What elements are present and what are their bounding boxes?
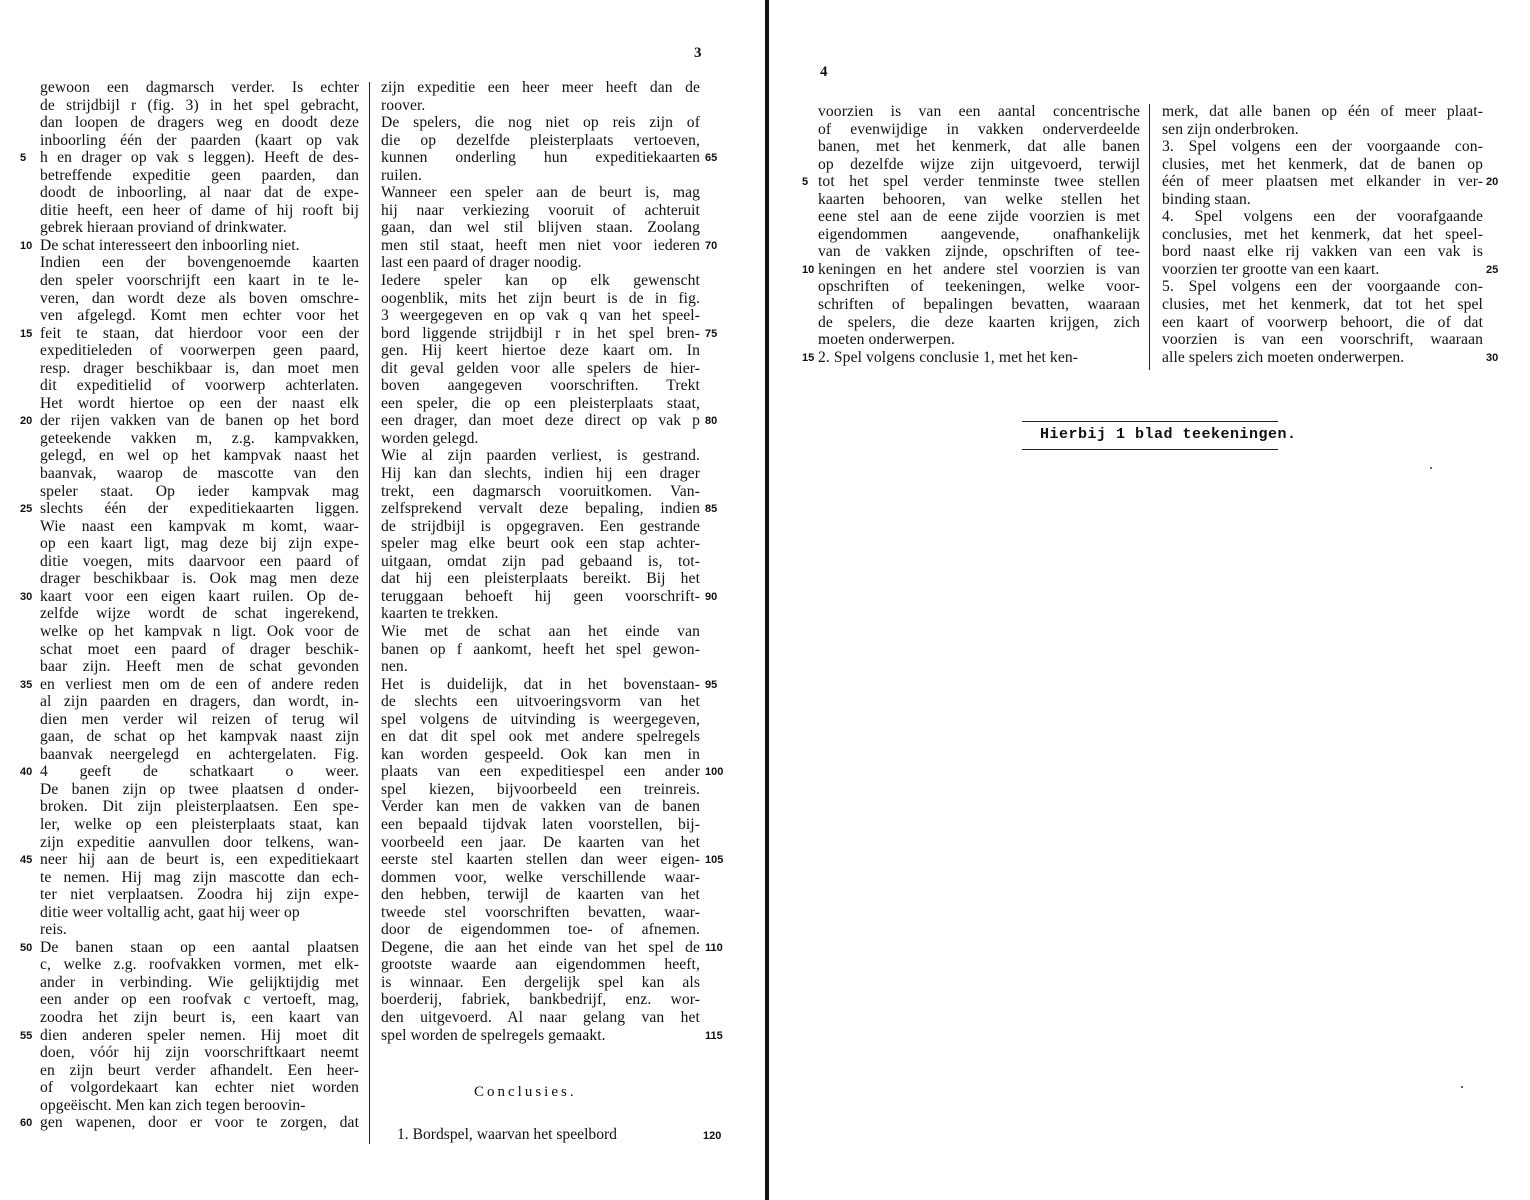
text-line: Hij kan dan slechts, indien hij een drager [381,465,700,483]
text-line: banen op f aankomt, heeft het spel gewon- [381,640,700,658]
text-line: doen, vóór hij zijn voorschriftkaart neemt [40,1044,359,1062]
line-number: 5 [20,152,27,165]
text-line: kaart voor een eigen kaart ruilen. Op de- [40,587,359,605]
text-line: nen. [381,658,408,676]
text-line: tot het spel verder tenminste twee stellen [818,173,1140,191]
text-line: eene stel aan de eene zijde voorzien is met [818,208,1140,226]
text-line: bord naast elke rij vakken van een vak is [1162,243,1483,261]
text-line: worden gelegd. [381,429,479,447]
text-line: speler staat. Op ieder kampvak mag [40,482,359,500]
text-line: den speler voorschrijft een kaart in te le- [40,272,359,290]
text-line: een bepaald tijdvak laten voorstellen, bij- [381,815,700,833]
text-line: h en drager op vak s leggen). Heeft de des- [40,149,359,167]
text-line: en verliest men om de een of andere reden [40,675,359,693]
text-line: dien anderen speler nemen. Hij moet dit [40,1026,359,1044]
text-line: ter niet verplaatsen. Zoodra hij zijn expe- [40,886,359,904]
line-number: 115 [705,1029,723,1042]
text-line: Het wordt hiertoe op een der naast elk [40,394,359,412]
text-line: spel volgens de uitvinding is weergegeven, [381,710,700,728]
text-line: resp. drager beschikbaar is, dan moet men [40,359,359,377]
text-line: zijn expeditie aanvullen door telkens, wan- [40,833,359,851]
line-number: 55 [20,1029,33,1042]
text-line: schat moet een paard of drager beschik- [40,640,359,658]
text-line: reis. [40,921,67,939]
text-line: De schat interesseert den inboorling niet. [40,236,300,254]
line-number: 75 [705,327,718,340]
text-line: boerderij, fabriek, bankbedrijf, enz. wor- [381,991,700,1009]
text-line: dan loopen de dragers weg en doodt deze [40,114,359,132]
text-line: gelegd, en wel op het kampvak naast het [40,447,359,465]
text-line: De banen zijn op twee plaatsen d onder- [40,780,359,798]
line-number: 30 [20,590,33,603]
text-line: sen zijn onderbroken. [1162,120,1299,138]
text-line: kaarten behooren, van welke stellen het [818,190,1140,208]
text-line: alle spelers zich moeten onderwerpen. [1162,348,1405,366]
page-number: 3 [694,45,702,61]
text-line: den hebben, terwijl de kaarten van het [381,886,700,904]
text-line: dit geval gelden voor alle spelers de hier- [381,359,700,377]
text-line: last een paard of drager noodig. [381,254,582,272]
column-rule [1149,104,1150,370]
line-number: 45 [20,854,33,867]
line-number: 40 [20,766,33,779]
text-line: Verder kan men de vakken van de banen [381,798,700,816]
text-line: plaats van een expeditiespel een ander [381,763,700,781]
line-number: 85 [705,503,718,516]
text-line: of volgordekaart kan echter niet worden [40,1079,359,1097]
line-number: 65 [705,152,718,165]
text-line: schriften of bepalingen bevatten, waaraan [818,296,1140,314]
text-line: is winnaar. Een dergelijk spel kan als [381,973,700,991]
text-line: één of meer plaatsen met elkander in ver- [1162,173,1483,191]
text-line: oogenblik, mits het zijn beurt is de in fig. [381,289,700,307]
text-line: of evenwijdige in vakken onderverdeelde [818,120,1140,138]
line-number: 10 [20,239,33,252]
text-line: 3 weergegeven en op vak q van het speel- [381,307,700,325]
text-line: gaan, dan wel stil blijven staan. Zoolang [381,219,700,237]
text-line: feit te staan, dat hierdoor voor een der [40,324,359,342]
line-number: 110 [705,941,723,954]
text-line: opschriften of teekeningen, welke voor- [818,278,1140,296]
line-number: 50 [20,941,33,954]
text-line: gewoon een dagmarsch verder. Is echter [40,79,359,96]
text-line: en dat dit spel ook met andere spelregels [381,728,700,746]
text-line: trekt, een dagmarsch vooruitkomen. Van- [381,482,700,500]
text-line: clusies, met het kenmerk, dat tot het spel [1162,296,1483,314]
text-line: Iedere speler kan op elk gewenscht [381,272,700,290]
line-number: 15 [802,351,815,364]
text-line: dat hij een pleisterplaats bereikt. Bij het [381,570,700,588]
text-line: 5. Spel volgens een der voorgaande con- [1162,278,1483,296]
text-line: broken. Dit zijn pleisterplaatsen. Een spe- [40,798,359,816]
text-line: te nemen. Hij mag zijn mascotte dan ech- [40,868,359,886]
text-line: binding staan. [1162,190,1251,208]
text-line: ditie heeft, een heer of dame of hij rooft bij [40,201,359,219]
text-line: geteekende vakken m, z.g. kampvakken, [40,429,359,447]
text-line: 2. Spel volgens conclusie 1, met het ken- [818,348,1079,366]
text-line: slechts één der expeditiekaarten liggen. [40,500,359,518]
line-number: 5 [802,176,809,189]
text-line: den uitgevoerd. Al naar gelang van het [381,1008,700,1026]
drawing-note-rule-top [1022,421,1278,422]
text-line: doodt de inboorling, al naar dat de expe- [40,184,359,202]
text-line: welke op het kampvak n ligt. Ook voor de [40,622,359,640]
line-number: 90 [705,590,718,603]
text-line: Het is duidelijk, dat in het bovenstaan- [381,675,700,693]
text-line: tweede stel voorschriften bevatten, waar- [381,903,700,921]
text-line: moeten onderwerpen. [818,331,955,349]
text-line: ven afgelegd. Komt men echter voor het [40,307,359,325]
text-line: neer hij aan de beurt is, een expeditiekaart [40,851,359,869]
text-line: Wie met de schat aan het einde van [381,622,700,640]
text-line: voorzien ter grootte van een kaart. [1162,260,1380,278]
text-line: ler, welke op een pleisterplaats staat, kan [40,815,359,833]
text-line: Wie al zijn paarden verliest, is gestrand. [381,447,700,465]
text-line: De banen staan op een aantal plaatsen [40,938,359,956]
line-number: 35 [20,678,33,691]
text-line: 4. Spel volgens een der voorafgaande [1162,208,1483,226]
drawing-note: Hierbij 1 blad teekeningen. [1040,426,1297,443]
line-number: 25 [1486,263,1499,276]
text-line: op dezelfde wijze zijn uitgevoerd, terwijl [818,155,1140,173]
conclusions-heading: Conclusies. [474,1084,577,1100]
text-line: zoodra het zijn beurt is, een kaart van [40,1008,359,1026]
text-line: dien men verder wil reizen of terug wil [40,710,359,728]
speck [1430,467,1432,469]
right-text-column-2 [1162,103,1483,366]
text-line: Wie naast een kampvak m komt, waar- [40,517,359,535]
line-number: 80 [705,415,718,428]
text-line: Wanneer een speler aan de beurt is, mag [381,184,700,202]
text-line: De spelers, die nog niet op reis zijn of [381,114,700,132]
column-rule [369,82,370,1144]
text-line: der rijen vakken van de banen op het bord [40,412,359,430]
text-line: de strijdbijl is opgegraven. Een gestrande [381,517,700,535]
text-line: en zijn beurt verder afhandelt. Een heer- [40,1061,359,1079]
text-line: boven aangegeven voorschriften. Trekt [381,377,700,395]
line-number: 10 [802,263,815,276]
text-line: door de eigendommen toe- of afnemen. [381,921,700,939]
text-line: Indien een der bovengenoemde kaarten [40,254,359,272]
text-line: uitgaan, omdat zijn pad gebaand is, tot- [381,552,700,570]
text-line: clusies, met het kenmerk, dat de banen op [1162,155,1483,173]
text-line: teruggaan behoeft hij geen voorschrift- [381,587,700,605]
text-line: 3. Spel volgens een der voorgaande con- [1162,138,1483,156]
line-number: 70 [705,239,718,252]
text-line: Degene, die aan het einde van het spel de [381,938,700,956]
text-line: gen. Hij keert hiertoe deze kaart om. In [381,342,700,360]
right-page [769,0,1530,1200]
text-line: ditie voegen, mits daarvoor een paard of [40,552,359,570]
drawing-note-rule-bottom [1022,449,1278,450]
text-line: voorzien is van een aantal concentrische [818,103,1140,120]
text-line: een ander op een roofvak c vertoeft, mag, [40,991,359,1009]
line-number: 25 [20,503,33,516]
text-line: kaarten te trekken. [381,605,499,623]
text-line: een kaart of voorwerp behoort, die of dat [1162,313,1483,331]
text-line: hij naar verkiezing vooruit of achteruit [381,201,700,219]
line-number: 95 [705,678,718,691]
text-line: een drager, dan moet deze direct op vak p [381,412,700,430]
text-line: zijn expeditie een heer meer heeft dan de [381,79,700,96]
text-line: inboorling één der paarden (kaart op vak [40,131,359,149]
text-line: drager beschikbaar is. Ook mag men deze [40,570,359,588]
line-number: 15 [20,327,33,340]
line-number: 120 [703,1130,722,1142]
text-line: dommen voor, welke verschillende waar- [381,868,700,886]
text-line: kunnen onderling hun expeditiekaarten [381,149,700,167]
line-number: 60 [20,1117,33,1130]
text-line: baanvak, waarop de mascotte van den [40,465,359,483]
text-line: baar zijn. Heeft men de schat gevonden [40,658,359,676]
text-line: merk, dat alle banen op één of meer plaat- [1162,103,1483,120]
text-line: betreffende expeditie geen paarden, dan [40,166,359,184]
text-line: c, welke z.g. roofvakken vormen, met elk- [40,956,359,974]
text-line: spel worden de spelregels gemaakt. [381,1026,606,1044]
text-line: speler mag elke beurt ook een stap achter- [381,535,700,553]
right-text-column-1 [818,103,1140,366]
text-line: opgeëischt. Men kan zich tegen beroovin- [40,1096,306,1114]
text-line: een speler, die op een pleisterplaats staat, [381,394,700,412]
text-line: voorzien is van een voorschrift, waaraan [1162,331,1483,349]
text-line: die op dezelfde pleisterplaats vertoeven, [381,131,700,149]
text-line: men stil staat, heeft men niet voor iederen [381,236,700,254]
text-line: baanvak neergelegd en achtergelaten. Fig. [40,745,359,763]
page-number: 4 [820,64,828,80]
line-number: 100 [705,766,724,779]
text-line: ditie weer voltallig acht, gaat hij weer op [40,903,300,921]
speck [1461,1086,1463,1088]
text-line: 4 geeft de schatkaart o weer. [40,763,359,781]
text-line: al zijn paarden en dragers, dan wordt, in- [40,693,359,711]
text-line: bord liggende strijdbijl r in het spel bren- [381,324,700,342]
left-text-column-1 [40,79,359,1132]
text-line: de spelers, die deze kaarten krijgen, zich [818,313,1140,331]
text-line: roover. [381,96,426,114]
claim-1-start: 1. Bordspel, waarvan het speelbord [397,1126,617,1143]
text-line: eerste stel kaarten stellen dan weer eigen- [381,851,700,869]
text-line: zelfsprekend vervalt deze bepaling, indien [381,500,700,518]
text-line: banen, met het kenmerk, dat alle banen [818,138,1140,156]
line-number: 20 [20,415,33,428]
text-line: veren, dan wordt deze als boven omschre- [40,289,359,307]
text-line: conclusies, met het kenmerk, dat het speel- [1162,225,1483,243]
text-line: dit expeditielid of voorwerp achterlaten. [40,377,359,395]
line-number: 20 [1486,176,1499,189]
text-line: de strijdbijl r (fig. 3) in het spel gebracht, [40,96,359,114]
text-line: van de vakken zijnde, opschriften of tee- [818,243,1140,261]
text-line: gebrek hieraan proviand of drinkwater. [40,219,287,237]
text-line: voorbeeld een jaar. De kaarten van het [381,833,700,851]
text-line: ruilen. [381,166,422,184]
text-line: grootste waarde aan eigendommen heeft, [381,956,700,974]
text-line: ander in verbinding. Wie gelijktijdig met [40,973,359,991]
text-line: gaan, de schat op het kampvak naast zijn [40,728,359,746]
text-line: zelfde wijze wordt de schat ingerekend, [40,605,359,623]
line-number: 30 [1486,351,1499,364]
text-line: op een kaart ligt, mag deze bij zijn expe- [40,535,359,553]
line-number: 105 [705,854,724,867]
text-line: spel kiezen, bijvoorbeeld een treinreis. [381,780,700,798]
text-line: keningen en het andere stel voorzien is van [818,260,1140,278]
text-line: kan worden gespeeld. Ook kan men in [381,745,700,763]
left-text-column-2 [381,79,700,1044]
text-line: gen wapenen, door er voor te zorgen, dat [40,1114,359,1132]
text-line: de slechts een uitvoeringsvorm van het [381,693,700,711]
text-line: expeditieleden of voorwerpen geen paard, [40,342,359,360]
text-line: eigendommen aangevende, onafhankelijk [818,225,1140,243]
